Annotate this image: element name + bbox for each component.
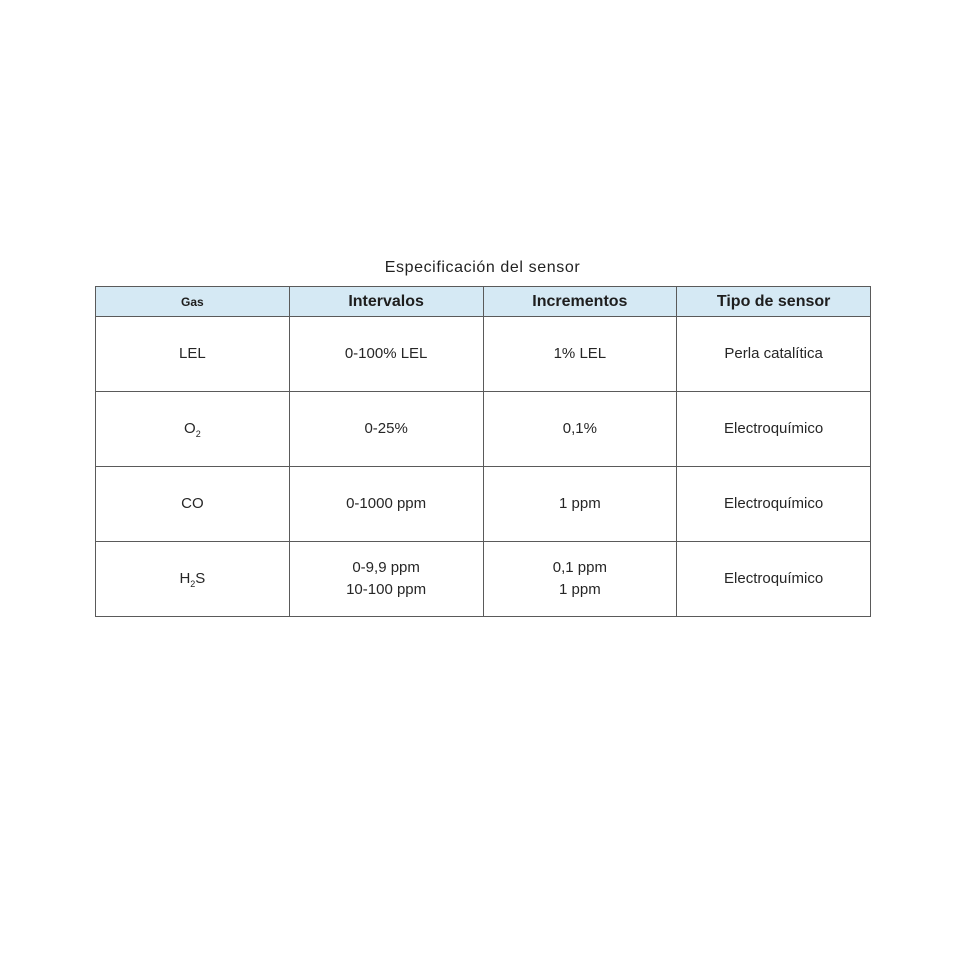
cell-gas [96, 317, 290, 392]
table-title: Especificación del sensor [384, 259, 581, 276]
cell-gas [96, 467, 290, 542]
header-intervalos: Intervalos [289, 287, 483, 317]
gas-name: CO [181, 495, 204, 512]
table-row [96, 392, 871, 467]
cell-gas [96, 392, 290, 467]
cell-incrementos [483, 467, 677, 542]
header-incrementos: Incrementos [483, 287, 677, 317]
gas-subscript: 2 [195, 429, 201, 439]
interval-value: 0-1000 ppm [346, 495, 427, 512]
cell-intervalos [289, 392, 483, 467]
gas-name: O [184, 420, 196, 437]
cell-incrementos [483, 392, 677, 467]
increment-value: 1 ppm [559, 581, 601, 598]
cell-tipo: Electroquímico [677, 467, 871, 542]
table-row [96, 542, 871, 617]
header-gas: Gas [96, 287, 290, 317]
interval-value: 0-100% LEL [344, 345, 428, 362]
cell-tipo: Perla catalítica [677, 317, 871, 392]
cell-incrementos [483, 542, 677, 617]
interval-value: 0-25% [364, 420, 408, 437]
table-row [96, 467, 871, 542]
interval-value: 10-100 ppm [346, 581, 427, 598]
cell-incrementos [483, 317, 677, 392]
cell-intervalos [289, 317, 483, 392]
header-tipo: Tipo de sensor [677, 287, 871, 317]
interval-value: 0-9,9 ppm [352, 559, 420, 576]
table-header-row [96, 287, 871, 317]
gas-name: H [179, 570, 191, 587]
increment-value: 0,1 ppm [552, 559, 607, 576]
gas-subscript: 2 [190, 579, 196, 589]
increment-value: 1 ppm [559, 495, 601, 512]
sensor-spec-table [95, 286, 871, 617]
cell-intervalos [289, 542, 483, 617]
gas-name: LEL [179, 345, 206, 362]
increment-value: 0,1% [562, 420, 597, 437]
table-row [96, 317, 871, 392]
cell-gas [96, 542, 290, 617]
gas-name-suffix: S [195, 570, 206, 587]
increment-value: 1% LEL [553, 345, 607, 362]
cell-tipo: Electroquímico [677, 542, 871, 617]
cell-tipo: Electroquímico [677, 392, 871, 467]
cell-intervalos [289, 467, 483, 542]
